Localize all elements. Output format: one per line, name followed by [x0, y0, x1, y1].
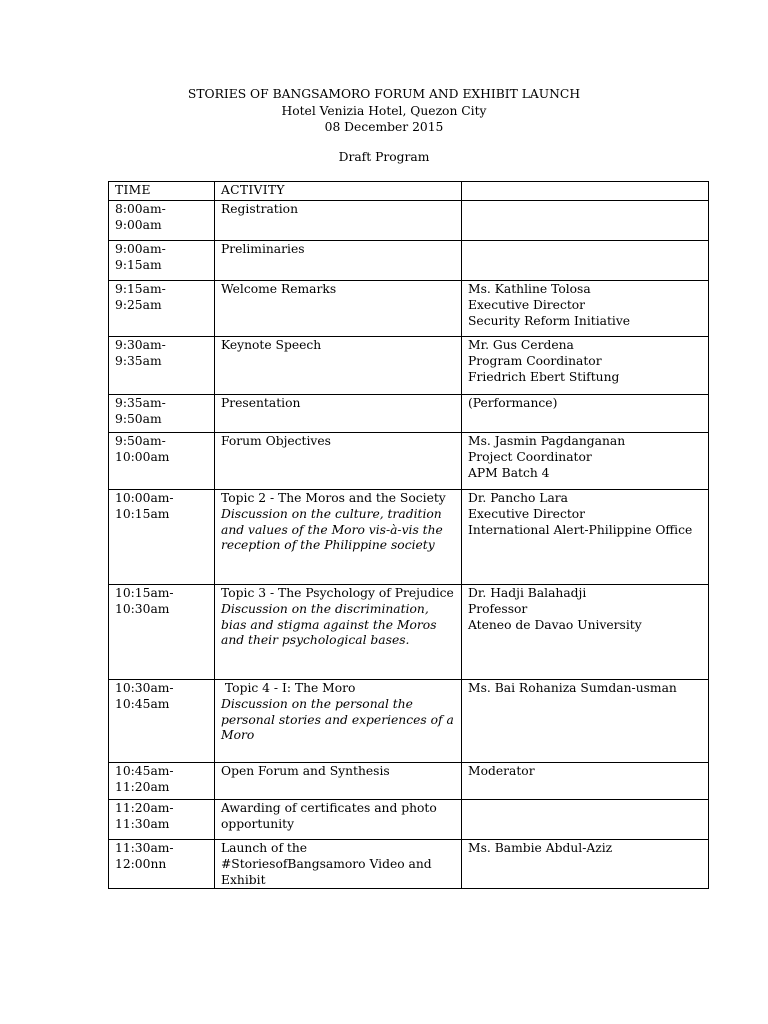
table-row — [109, 840, 709, 889]
activity-title: Keynote Speech — [221, 338, 322, 352]
time-start: 11:20am- — [115, 801, 174, 815]
speaker-name: Moderator — [468, 764, 535, 778]
time-cell — [109, 800, 215, 840]
speaker-cell — [462, 281, 709, 337]
activity-description: Discussion on the personal the personal stories and experiences of a Moro — [221, 696, 454, 743]
time-start: 9:35am- — [115, 396, 166, 410]
activity-title: Topic 4 - I: The Moro — [221, 681, 356, 695]
speaker-cell — [462, 585, 709, 680]
table-row — [109, 241, 709, 281]
speaker-detail: Executive Director — [468, 506, 586, 521]
time-cell — [109, 281, 215, 337]
date-line: 08 December 2015 — [324, 120, 444, 134]
activity-cell — [215, 337, 462, 395]
activity-description: Discussion on the discrimination, bias and stigma against the Moros and their psychological bases. — [221, 601, 437, 648]
time-cell — [109, 201, 215, 241]
time-start: 8:00am- — [115, 202, 166, 216]
speaker-cell — [462, 395, 709, 433]
time-end: 12:00nn — [115, 856, 167, 871]
column-header-activity: ACTIVITY — [215, 182, 462, 201]
speaker-name: Mr. Gus Cerdena — [468, 338, 574, 352]
speaker-name: Ms. Bambie Abdul-Aziz — [468, 841, 613, 855]
speaker-detail: Security Reform Initiative — [468, 313, 631, 328]
speaker-name: Ms. Jasmin Pagdanganan — [468, 434, 626, 448]
activity-title: Open Forum and Synthesis — [221, 764, 390, 778]
table-row — [109, 585, 709, 680]
venue-line: Hotel Venizia Hotel, Quezon City — [281, 103, 487, 118]
activity-cell — [215, 763, 462, 800]
table-row — [109, 337, 709, 395]
activity-title: Forum Objectives — [221, 434, 331, 448]
activity-cell — [215, 281, 462, 337]
speaker-detail: APM Batch 4 — [468, 465, 550, 480]
speaker-cell — [462, 201, 709, 241]
activity-cell — [215, 840, 462, 889]
activity-title: Topic 3 - The Psychology of Prejudice — [221, 586, 454, 600]
table-row — [109, 490, 709, 585]
speaker-detail: Professor — [468, 601, 528, 616]
activity-title: Preliminaries — [221, 242, 305, 256]
table-row — [109, 800, 709, 840]
time-end: 10:30am — [115, 601, 170, 616]
time-cell — [109, 840, 215, 889]
activity-title: Awarding of certificates and photo opportunity — [221, 801, 441, 831]
speaker-name: (Performance) — [468, 396, 558, 410]
time-cell — [109, 337, 215, 395]
speaker-cell — [462, 241, 709, 281]
activity-title: Topic 2 - The Moros and the Society — [221, 491, 446, 505]
speaker-detail: Ateneo de Davao University — [468, 617, 642, 632]
activity-cell — [215, 201, 462, 241]
time-start: 10:45am- — [115, 764, 174, 778]
time-start: 9:00am- — [115, 242, 166, 256]
time-start: 9:50am- — [115, 434, 166, 448]
time-cell — [109, 763, 215, 800]
time-start: 11:30am- — [115, 841, 174, 855]
speaker-detail: Friedrich Ebert Stiftung — [468, 369, 620, 384]
time-cell — [109, 241, 215, 281]
column-header-speaker — [462, 182, 709, 201]
time-start: 9:30am- — [115, 338, 166, 352]
speaker-name: Ms. Bai Rohaniza Sumdan-usman — [468, 681, 677, 695]
activity-title: Launch of the #StoriesofBangsamoro Video and Exhibit — [221, 841, 436, 887]
activity-title: Welcome Remarks — [221, 282, 337, 296]
activity-cell — [215, 800, 462, 840]
time-end: 9:25am — [115, 297, 162, 312]
program-table — [108, 181, 709, 889]
document-title: STORIES OF BANGSAMORO FORUM AND EXHIBIT LAUNCH — [187, 87, 581, 101]
time-cell — [109, 433, 215, 490]
speaker-cell — [462, 840, 709, 889]
time-end: 9:15am — [115, 257, 162, 272]
speaker-cell — [462, 800, 709, 840]
table-row — [109, 763, 709, 800]
activity-cell — [215, 585, 462, 680]
time-start: 9:15am- — [115, 282, 166, 296]
time-end: 10:15am — [115, 506, 170, 521]
activity-cell — [215, 395, 462, 433]
time-cell — [109, 680, 215, 763]
speaker-cell — [462, 763, 709, 800]
activity-title: Presentation — [221, 396, 301, 410]
speaker-cell — [462, 680, 709, 763]
draft-program-label: Draft Program — [338, 150, 430, 164]
speaker-detail: Executive Director — [468, 297, 586, 312]
time-end: 9:50am — [115, 411, 162, 426]
column-header-time: TIME — [109, 182, 215, 201]
activity-cell — [215, 490, 462, 585]
speaker-name: Dr. Hadji Balahadji — [468, 586, 587, 600]
time-end: 10:00am — [115, 449, 170, 464]
speaker-cell — [462, 490, 709, 585]
time-start: 10:30am- — [115, 681, 174, 695]
activity-cell — [215, 433, 462, 490]
speaker-cell — [462, 433, 709, 490]
activity-title: Registration — [221, 202, 298, 216]
speaker-name: Dr. Pancho Lara — [468, 491, 569, 505]
speaker-detail: Program Coordinator — [468, 353, 602, 368]
table-row — [109, 201, 709, 241]
speaker-detail: Project Coordinator — [468, 449, 592, 464]
table-header-row — [109, 182, 709, 201]
activity-cell — [215, 680, 462, 763]
speaker-detail: International Alert-Philippine Office — [468, 522, 693, 537]
time-end: 11:20am — [115, 779, 170, 794]
document-header — [0, 86, 768, 136]
time-cell — [109, 395, 215, 433]
speaker-name: Ms. Kathline Tolosa — [468, 282, 591, 296]
time-cell — [109, 490, 215, 585]
table-row — [109, 680, 709, 763]
activity-cell — [215, 241, 462, 281]
time-end: 10:45am — [115, 696, 170, 711]
time-cell — [109, 585, 215, 680]
table-row — [109, 395, 709, 433]
table-row — [109, 433, 709, 490]
time-start: 10:00am- — [115, 491, 174, 505]
activity-description: Discussion on the culture, tradition and values of the Moro vis-à-vis the reception of the Philippine society — [221, 506, 443, 553]
time-end: 9:00am — [115, 217, 162, 232]
table-row — [109, 281, 709, 337]
time-end: 9:35am — [115, 353, 162, 368]
time-start: 10:15am- — [115, 586, 174, 600]
time-end: 11:30am — [115, 816, 170, 831]
speaker-cell — [462, 337, 709, 395]
